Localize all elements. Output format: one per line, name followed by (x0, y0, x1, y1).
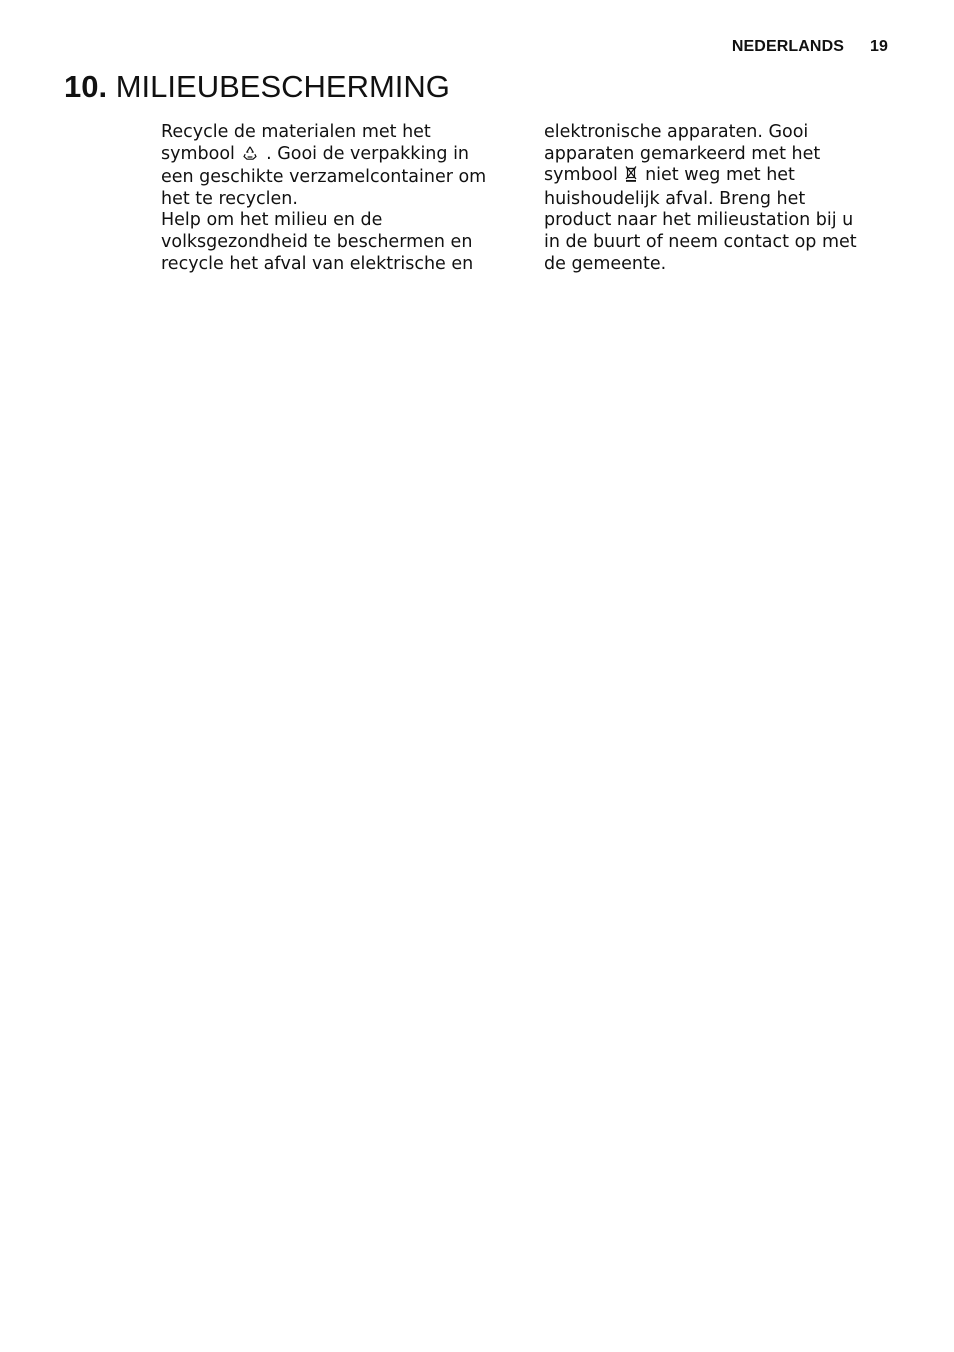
crossed-out-bin-icon (625, 165, 637, 189)
text-column-left (161, 122, 491, 275)
section-title (64, 68, 450, 106)
text-column-right (544, 122, 864, 275)
page-number: 19 (870, 38, 888, 55)
recycle-text-part-1: Recycle de materialen met het symbool (161, 122, 431, 164)
section-number: 10. (64, 69, 108, 104)
paragraph-recycle (161, 122, 491, 210)
paragraph-weee-left: Help om het milieu en de volksgezondheid te beschermen en recycle het afval van elektrische en (161, 210, 474, 274)
section-title-text: MILIEUBESCHERMING (115, 69, 450, 104)
recycle-icon (242, 145, 258, 168)
weee-text-part-1: elektronische apparaten. Gooi apparaten gemarkeerd met het symbool (544, 122, 821, 186)
recycle-text-part-2: . Gooi de verpakking in een geschikte verzamelcontainer om het te recyclen. (161, 143, 487, 209)
running-header (732, 38, 888, 56)
header-language: NEDERLANDS (731, 38, 844, 55)
paragraph-weee-right (544, 122, 864, 275)
weee-text-part-2: niet weg met het huishoudelijk afval. Breng het product naar het milieustation bij u in de buurt of neem contact op met de gemeente. (544, 165, 857, 274)
